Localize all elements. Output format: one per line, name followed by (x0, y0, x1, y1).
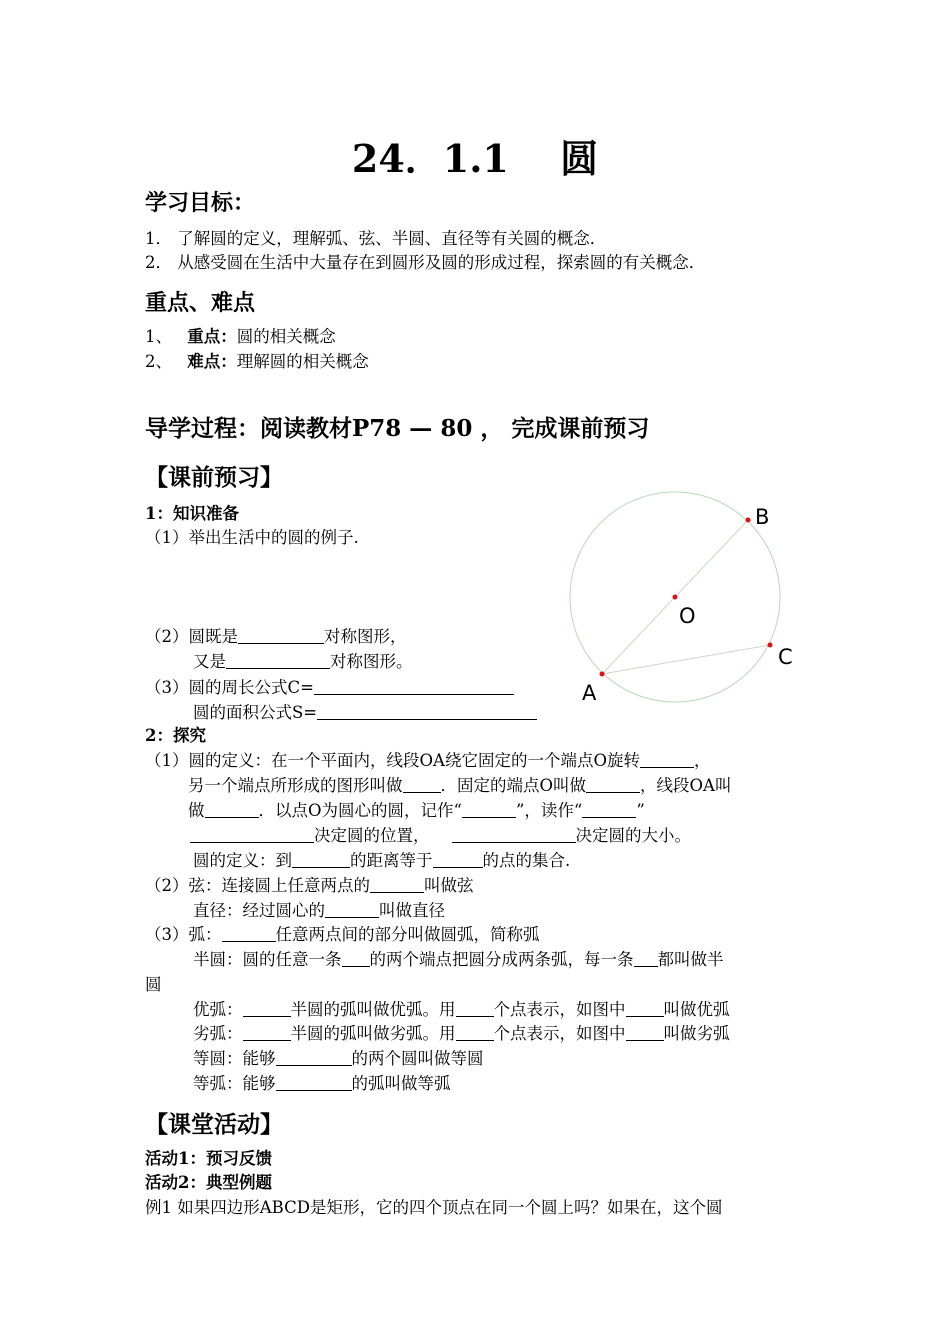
fill-blank[interactable] (634, 950, 658, 967)
key-point-item (145, 350, 369, 374)
chord-ac (602, 645, 770, 674)
text: 的两个圆叫做等圆 (351, 1049, 484, 1068)
activity-2: 活动2：典型例题 (145, 1173, 272, 1192)
fill-blank[interactable] (276, 1074, 352, 1091)
fill-blank[interactable] (626, 1024, 664, 1041)
key-point-text: 圆的相关概念 (236, 327, 336, 346)
def-line-4 (190, 824, 691, 848)
question-2a (145, 625, 407, 649)
circle-diagram (555, 480, 795, 710)
section-knowledge-prep: 1：知识准备 (145, 504, 239, 523)
text: ， (693, 751, 711, 770)
objective-item: 2． 从感受圆在生活中大量存在到圆形及圆的形成过程，探索圆的有关概念． (145, 253, 706, 272)
fill-blank[interactable] (317, 703, 537, 720)
text: ，线段OA叫 (640, 776, 732, 795)
key-points-heading: 重点、难点 (145, 290, 256, 316)
text: 圆的面积公式S= (193, 703, 318, 722)
label-a: A (582, 681, 597, 705)
diameter-line (193, 899, 445, 923)
point-c (768, 643, 773, 648)
fill-blank[interactable] (586, 776, 640, 793)
text: 半圆的弧叫做优弧。用 (290, 1000, 456, 1019)
text: 劣弧： (193, 1024, 243, 1043)
text: 决定圆的位置， (314, 826, 430, 845)
label-o: O (679, 604, 696, 628)
major-arc-line (193, 998, 730, 1022)
equal-circle-line (193, 1047, 484, 1071)
fill-blank[interactable] (433, 851, 483, 868)
question-1: （1）举出生活中的圆的例子. (145, 528, 359, 547)
fill-blank[interactable] (370, 876, 424, 893)
text: 半圆：圆的任意一条 (193, 950, 342, 969)
fill-blank[interactable] (456, 1024, 494, 1041)
fill-blank[interactable] (462, 801, 516, 818)
fill-blank[interactable] (314, 678, 514, 695)
text: 的弧叫做等弧 (351, 1074, 451, 1093)
fill-blank[interactable] (292, 851, 350, 868)
objectives-heading: 学习目标： (145, 190, 256, 216)
activity-1: 活动1：预习反馈 (145, 1149, 272, 1168)
text: 叫做劣弧 (663, 1024, 730, 1043)
def-line-1 (145, 749, 710, 773)
text: 对称图形。 (330, 652, 413, 671)
key-point-label: 重点： (187, 327, 237, 346)
page-title: 24．1.1 圆 (351, 136, 599, 181)
text: 半圆的弧叫做劣弧。用 (290, 1024, 456, 1043)
semicircle-line (193, 948, 724, 972)
fill-blank[interactable] (452, 826, 576, 843)
text: ”，读作“ (515, 801, 583, 820)
fill-blank[interactable] (205, 801, 259, 818)
text: 做 (188, 801, 205, 820)
text: 直径：经过圆心的 (193, 901, 325, 920)
text: （3）圆的周长公式C= (145, 678, 314, 697)
text: 圆的定义：到 (193, 851, 292, 870)
text: 个点表示，如图中 (493, 1024, 626, 1043)
text: 叫做直径 (379, 901, 445, 920)
key-point-num: 2、 (145, 352, 172, 371)
text: 等圆：能够 (193, 1049, 276, 1068)
text: 对称图形， (324, 627, 407, 646)
text: ” (636, 801, 645, 820)
fill-blank[interactable] (456, 1000, 494, 1017)
key-point-text: 理解圆的相关概念 (236, 352, 369, 371)
text: ．固定的端点O叫做 (440, 776, 587, 795)
def-line-2 (188, 774, 731, 798)
fill-blank[interactable] (276, 1049, 352, 1066)
text: （2）圆既是 (145, 627, 238, 646)
fill-blank[interactable] (226, 652, 330, 669)
text: ．以点O为圆心的圆，记作“ (258, 801, 462, 820)
question-3b (193, 701, 537, 725)
text: 任意两点间的部分叫做圆弧，简称弧 (275, 925, 540, 944)
text: （2）弦：连接圆上任意两点的 (145, 876, 370, 895)
question-2b (193, 650, 413, 674)
question-3a (145, 676, 514, 700)
label-c: C (778, 645, 793, 669)
fill-blank[interactable] (626, 1000, 664, 1017)
text: 都叫做半 (657, 950, 724, 969)
fill-blank[interactable] (325, 901, 379, 918)
text: 的距离等于 (350, 851, 433, 870)
fill-blank[interactable] (243, 1024, 291, 1041)
fill-blank[interactable] (222, 925, 276, 942)
text: 个点表示，如图中 (493, 1000, 626, 1019)
chord-line (145, 874, 474, 898)
label-b: B (755, 505, 770, 529)
arc-line (145, 923, 540, 947)
def-line-3 (188, 799, 645, 823)
point-b (746, 518, 751, 523)
point-o (673, 595, 678, 600)
minor-arc-line (193, 1022, 730, 1046)
preview-heading: 【课前预习】 (145, 464, 283, 491)
fill-blank[interactable] (243, 1000, 291, 1017)
text: 的两个端点把圆分成两条弧，每一条 (369, 950, 634, 969)
text: （3）弧： (145, 925, 222, 944)
fill-blank[interactable] (640, 751, 694, 768)
key-point-num: 1、 (145, 327, 172, 346)
text: 叫做弦 (424, 876, 474, 895)
semicircle-wrap: 圆 (145, 975, 162, 994)
guide-heading: 导学过程：阅读教材P78 — 80 ， 完成课前预习 (145, 415, 650, 442)
fill-blank[interactable] (403, 776, 441, 793)
fill-blank[interactable] (342, 950, 370, 967)
text: 优弧： (193, 1000, 243, 1019)
fill-blank[interactable] (190, 826, 314, 843)
text: 等弧：能够 (193, 1074, 276, 1093)
text: 决定圆的大小。 (575, 826, 691, 845)
fill-blank[interactable] (582, 801, 636, 818)
section-explore: 2：探究 (145, 726, 206, 745)
fill-blank[interactable] (238, 627, 324, 644)
equal-arc-line (193, 1072, 451, 1096)
point-a (600, 672, 605, 677)
text: （1）圆的定义：在一个平面内，线段OA绕它固定的一个端点O旋转 (145, 751, 640, 770)
text: 叫做优弧 (663, 1000, 730, 1019)
text: 又是 (193, 652, 226, 671)
text: 的点的集合. (482, 851, 571, 870)
example-1: 例1 如果四边形ABCD是矩形，它的四个顶点在同一个圆上吗？如果在，这个圆 (145, 1198, 723, 1217)
key-point-item (145, 325, 336, 349)
def-line-5 (193, 849, 570, 873)
key-point-label: 难点： (187, 352, 237, 371)
objective-item: 1． 了解圆的定义，理解弧、弦、半圆、直径等有关圆的概念． (145, 229, 607, 248)
activity-heading: 【课堂活动】 (145, 1111, 283, 1138)
text: 另一个端点所形成的图形叫做 (188, 776, 403, 795)
